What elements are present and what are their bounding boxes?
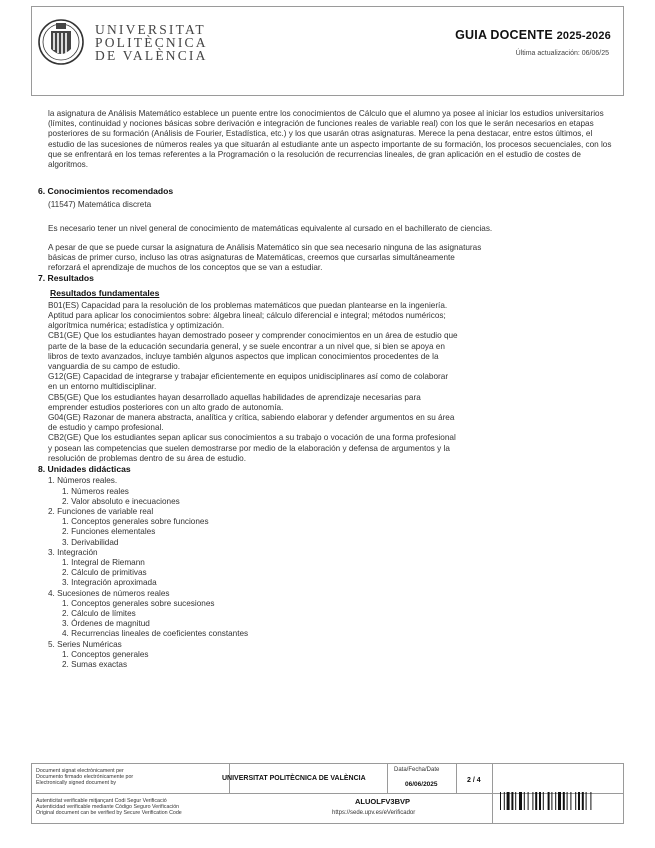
unit-item: 4. Sucesiones de números reales [48,588,170,598]
topic-item: 3. Órdenes de magnitud [62,619,150,629]
topic-item: 1. Integral de Riemann [62,557,145,567]
results-subheading: Resultados fundamentales [50,287,160,298]
section-8-heading: 8. Unidades didácticas [38,464,131,475]
unit-item: 1. Números reales. [48,476,118,486]
academic-year: 2025-2026 [556,30,611,42]
result-item: G12(GE) Capacidad de integrarse y trabajar eficientemente en equipos unidisciplinares así como de colaborar en un entorno multidisciplinar. [48,372,449,392]
topic-item: 2. Cálculo de límites [62,608,136,618]
page-footer [31,763,624,824]
result-item: CB5(GE) Que los estudiantes hayan desarrollado aquellas habilidades de aprendizaje necesarias para emprender estudios posteriores con un alto grado de autonomía. [48,392,421,412]
topic-item: 2. Funciones elementales [62,527,156,537]
document-body [38,109,616,670]
university-seal-icon [38,17,84,67]
unit-item: 3. Integración [48,547,98,557]
unit-item: 2. Funciones de variable real [48,506,154,516]
units-list [38,476,616,670]
intro-paragraph: la asignatura de Análisis Matemático establece un puente entre los conocimientos de Cálculo que el alumno ya posee al iniciar los estudios universitarios (límites, continuidad y nociones básicas sobre derivación e integración de funciones reales de variable real) con los que le serán necesarios en etapas posteriores de su formación (Análisis de Fourier, Estadística, etc.) y los que usarán otras asignaturas. Merece la pena destacar, entre estos últimos, el estudio de las sucesiones de números reales ya que situarán al estudiante ante un aspecto importante de su formación, los procesos secuenciales, con los que se enfrentará en los temas referentes a la Programación o la resolución de recurrencias lineales, de gran aplicación en el estudio de costes de algoritmos. [48,109,612,170]
barcode-icon [500,792,618,810]
section-6-heading: 6. Conocimientos recomendados [38,186,174,197]
topic-item: 1. Conceptos generales [62,649,149,659]
section-6-paragraph-1: Es necesario tener un nivel general de conocimiento de matemáticas equivalente al cursado en el bachillerato de ciencias. [48,223,493,233]
result-item: CB1(GE) Que los estudiantes hayan demostrado poseer y comprender conocimientos en un área de estudio que parte de la base de la educación secundaria general, y se suele encontrar a un nivel que, si bien se apoya en libros de texto avanzados, incluye también algunos aspectos que implican conocimientos procedentes de la vanguardia de su campo de estudio. [48,331,458,372]
topic-item: 4. Recurrencias lineales de coeficientes constantes [62,629,249,639]
verification-label: Autenticitat verificable mitjançant Codi Segur Verificació Autenticidad verificable mediante Código Seguro Verificación Original document can be verified by Secure Verification Code [36,798,182,816]
topic-item: 2. Valor absoluto e inecuaciones [62,496,180,506]
topic-item: 1. Conceptos generales sobre sucesiones [62,598,215,608]
verification-code: ALUOLFV3BVP [355,797,411,806]
university-name: UNIVERSITAT POLITÈCNICA DE VALÈNCIA [95,22,208,63]
verification-url[interactable]: https://sede.upv.es/eVerificador [332,810,416,816]
guide-title: GUIA DOCENTE 2025-2026 [455,28,611,42]
result-item: CB2(GE) Que los estudiantes sepan aplicar sus conocimientos a su trabajo o vocación de una forma profesional y posean las competencias que suelen demostrarse por medio de la elaboración y defensa de argumentos y la resolución de problemas dentro de su área de estudio. [48,433,456,463]
last-update: Última actualización: 06/06/25 [515,50,609,57]
topic-item: 2. Sumas exactas [62,659,128,669]
result-item: B01(ES) Capacidad para la resolución de los problemas matemáticos que puedan plantearse en la ingeniería. Aptitud para aplicar los conocimientos sobre: álgebra lineal; cálculo diferencial e integral; métodos numéricos; algorítmica numérica; estadística y optimización. [48,300,448,331]
section-7-heading: 7. Resultados [38,273,94,284]
topic-item: 1. Números reales [62,486,129,496]
university-logo [38,17,208,65]
signing-university: UNIVERSITAT POLITÈCNICA DE VALÈNCIA [222,775,366,782]
result-item: G04(GE) Razonar de manera abstracta, analítica y crítica, sabiendo elaborar y defender argumentos en su área de estudio y campo profesional. [48,413,455,433]
signed-by-label: Document signat electrònicament per Documento firmado electrónicamente por Electronically signed document by [36,768,134,786]
topic-item: 3. Integración aproximada [62,578,157,588]
topic-item: 2. Cálculo de primitivas [62,568,147,578]
unit-item: 5. Series Numéricas [48,639,122,649]
topic-item: 3. Derivabilidad [62,537,119,547]
page-number: 2 / 4 [467,777,481,784]
signature-date: 06/06/2025 [405,781,438,788]
date-label: Data/Fecha/Date [394,767,440,773]
section-6-paragraph-2: A pesar de que se puede cursar la asignatura de Análisis Matemático sin que sea necesario ninguna de las asignaturas básicas de primer curso, incluso las otras asignaturas de Matemáticas, creemos que cursarlas simultáneamente reforzará el aprendizaje de muchos de los conceptos que se van a estudiar. [48,242,482,273]
page-header [31,6,624,96]
topic-item: 1. Conceptos generales sobre funciones [62,517,209,527]
recommended-course: (11547) Matemática discreta [48,200,152,210]
